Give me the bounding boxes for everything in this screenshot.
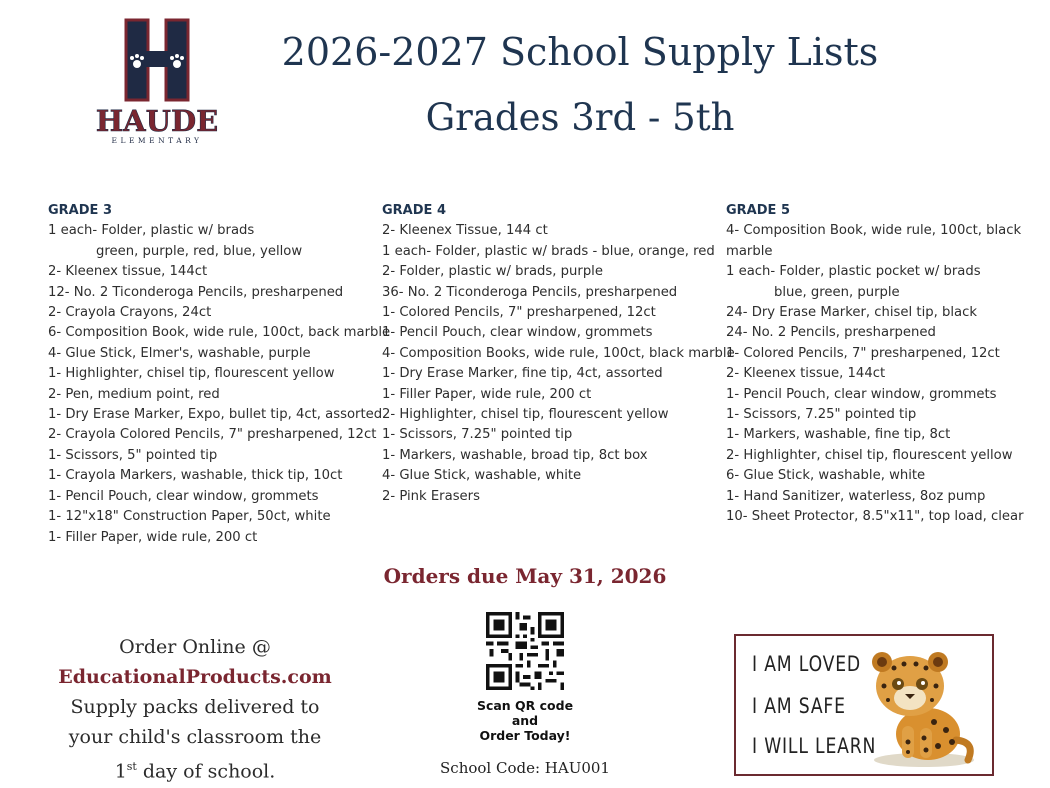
order-online-info (40, 632, 350, 786)
list-item: 1- Dry Erase Marker, fine tip, 4ct, assorted (382, 366, 663, 382)
list-item: 24- Dry Erase Marker, chisel tip, black (726, 305, 977, 321)
list-item: 1- Scissors, 5" pointed tip (48, 447, 218, 463)
grade-4-list (382, 201, 735, 507)
school-logo (96, 18, 218, 146)
list-item: 1- Markers, washable, fine tip, 8ct (726, 427, 951, 443)
ordinal-suffix: st (126, 760, 137, 773)
list-item: 6- Glue Stick, washable, white (726, 468, 926, 484)
list-item: 4- Glue Stick, Elmer's, washable, purple (48, 345, 311, 361)
list-item: 1- Crayola Markers, washable, thick tip, 10ct (48, 468, 343, 484)
scan-line-1: Scan QR code (476, 698, 574, 713)
school-code: School Code: HAU001 (440, 759, 610, 777)
scan-line-3: Order Today! (479, 728, 571, 743)
list-item: 1- 12"x18" Construction Paper, 50ct, white (48, 509, 331, 525)
list-item: 2- Pink Erasers (382, 488, 480, 504)
list-item: 1 each- Folder, plastic w/ brads (48, 223, 255, 239)
list-item: 1 each- Folder, plastic pocket w/ brads (726, 264, 981, 280)
affirmation-line-3: I WILL LEARN (752, 734, 877, 758)
list-item: 1- Scissors, 7.25" pointed tip (726, 407, 917, 423)
page-title: 2026-2027 School Supply Lists (281, 30, 879, 74)
list-item: 1- Hand Sanitizer, waterless, 8oz pump (726, 488, 986, 504)
delivery-text-2: your child's classroom the (68, 726, 322, 748)
list-item: 2- Folder, plastic w/ brads, purple (382, 264, 603, 280)
list-item: 1- Colored Pencils, 7" presharpened, 12ct (726, 345, 1000, 361)
delivery-text-rest: day of school. (136, 760, 276, 783)
affirmation-line-1: I AM LOVED (752, 652, 862, 676)
website-link[interactable]: EducationalProducts.com (58, 666, 332, 688)
list-item: 1- Dry Erase Marker, Expo, bullet tip, 4ct, assorted (48, 407, 383, 423)
list-item: 36- No. 2 Ticonderoga Pencils, presharpened (382, 284, 678, 300)
orders-due-date: Orders due May 31, 2026 (383, 564, 667, 588)
logo-sub: ELEMENTARY (111, 136, 203, 145)
grade-3-heading: GRADE 3 (48, 203, 112, 218)
delivery-text-3 (40, 752, 350, 786)
grade-3-list (48, 201, 390, 548)
list-item: 6- Composition Book, wide rule, 100ct, back marble (48, 325, 391, 341)
delivery-text-1: Supply packs delivered to (70, 696, 320, 718)
list-item: 2- Kleenex tissue, 144ct (726, 366, 886, 382)
list-item: 1- Filler Paper, wide rule, 200 ct (382, 386, 592, 402)
list-item: 12- No. 2 Ticonderoga Pencils, presharpened (48, 284, 344, 300)
list-item: 1- Pencil Pouch, clear window, grommets (48, 488, 319, 504)
affirmation-card (734, 634, 994, 776)
list-item: 1- Scissors, 7.25" pointed tip (382, 427, 573, 443)
list-item: 1- Markers, washable, broad tip, 8ct box (382, 447, 648, 463)
logo-name: HAUDE (96, 104, 218, 138)
qr-code[interactable] (486, 612, 564, 690)
scan-line-2: and (511, 713, 539, 728)
scan-instructions (440, 698, 610, 743)
affirmation-line-2: I AM SAFE (752, 694, 846, 718)
list-item: 1- Highlighter, chisel tip, flourescent yellow (48, 366, 335, 382)
list-item: 1 each- Folder, plastic w/ brads - blue, orange, red (382, 243, 715, 259)
list-item: 2- Crayola Crayons, 24ct (48, 305, 212, 321)
list-item: 1- Pencil Pouch, clear window, grommets (726, 386, 997, 402)
list-item: 2- Kleenex Tissue, 144 ct (382, 223, 548, 239)
grade-4-heading: GRADE 4 (382, 203, 446, 218)
list-item: 1- Colored Pencils, 7" presharpened, 12ct (382, 305, 656, 321)
list-item: 2- Crayola Colored Pencils, 7" presharpened, 12ct (48, 427, 377, 443)
grade-5-heading: GRADE 5 (726, 203, 790, 218)
list-item: green, purple, red, blue, yellow (96, 243, 303, 259)
list-item: 2- Kleenex tissue, 144ct (48, 264, 208, 280)
list-item: blue, green, purple (774, 284, 900, 300)
grade-5-list (726, 201, 1050, 528)
list-item: 4- Composition Book, wide rule, 100ct, black marble (726, 223, 1022, 259)
list-item: 4- Glue Stick, washable, white (382, 468, 582, 484)
list-item: 4- Composition Books, wide rule, 100ct, black marble (382, 345, 735, 361)
leopard-cub-illustration (864, 642, 982, 770)
list-item: 2- Pen, medium point, red (48, 386, 220, 402)
list-item: 1- Pencil Pouch, clear window, grommets (382, 325, 653, 341)
ordinal-number: 1 (114, 760, 127, 783)
list-item: 24- No. 2 Pencils, presharpened (726, 325, 936, 341)
list-item: 2- Highlighter, chisel tip, flourescent yellow (726, 447, 1013, 463)
list-item: 2- Highlighter, chisel tip, flourescent yellow (382, 407, 669, 423)
page-subtitle: Grades 3rd - 5th (425, 96, 735, 139)
list-item: 10- Sheet Protector, 8.5"x11", top load, clear (726, 509, 1024, 525)
list-item: 1- Filler Paper, wide rule, 200 ct (48, 529, 258, 545)
order-online-label: Order Online @ (119, 636, 271, 658)
